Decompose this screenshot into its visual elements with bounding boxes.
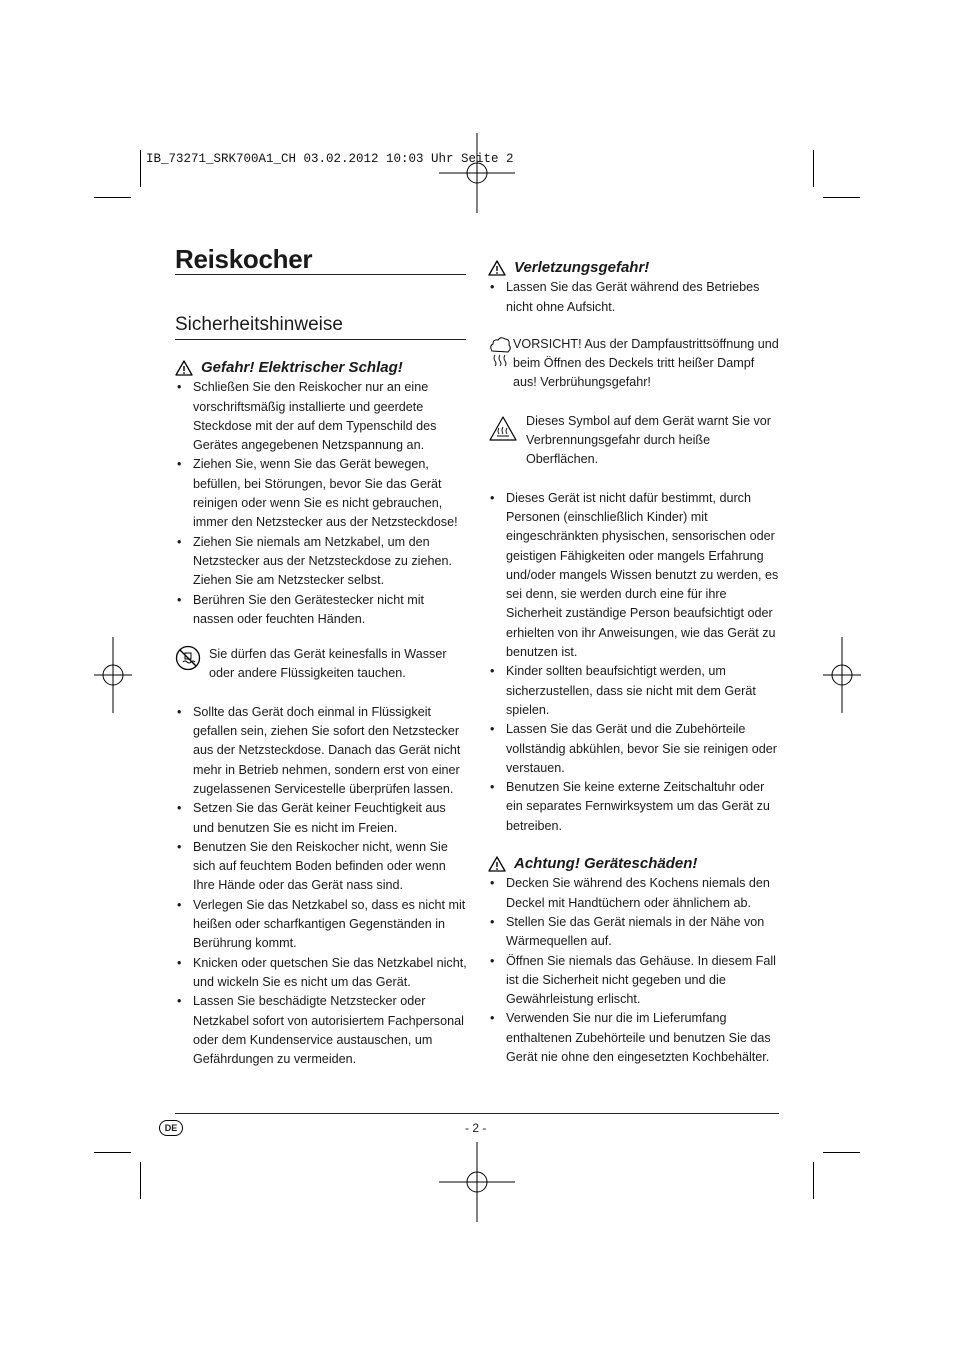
- bullet-list: [488, 489, 780, 836]
- warning-triangle-icon: [488, 856, 506, 872]
- right-column: [488, 258, 780, 1067]
- bullet-list: [175, 703, 467, 1070]
- title-rule: [175, 274, 466, 275]
- list-item: • Verwenden Sie nur die im Lieferumfang enthaltenen Zubehörteile und benutzen Sie das Gerät nie ohne den eingesetzten Kochbehälter.: [488, 1009, 780, 1067]
- list-item: • Lassen Sie das Gerät während des Betriebes nicht ohne Aufsicht.: [488, 278, 780, 317]
- list-item: • Verlegen Sie das Netzkabel so, dass es nicht mit heißen oder scharfkantigen Gegenständen in Berührung kommt.: [175, 896, 467, 954]
- list-item: • Knicken oder quetschen Sie das Netzkabel nicht, und wickeln Sie es nicht um das Gerät.: [175, 954, 467, 993]
- list-item: • Benutzen Sie keine externe Zeitschaltuhr oder ein separates Fernwirksystem um das Gerät zu betreiben.: [488, 778, 780, 836]
- crop-mark: [94, 1152, 131, 1153]
- language-badge: DE: [159, 1120, 183, 1136]
- bullet-list: [488, 278, 780, 317]
- bullet-list: [175, 378, 467, 629]
- heading-injury: Verletzungsgefahr!: [488, 258, 780, 277]
- crop-mark: [823, 197, 860, 198]
- list-item: • Stellen Sie das Gerät niemals in der Nähe von Wärmequellen auf.: [488, 913, 780, 952]
- crop-mark: [813, 150, 814, 187]
- print-slug: IB_73271_SRK700A1_CH 03.02.2012 10:03 Uhr Seite 2: [146, 152, 514, 166]
- heading-electric-shock: Gefahr! Elektrischer Schlag!: [175, 358, 467, 377]
- hot-surface-icon: [488, 414, 518, 444]
- section-rule: [175, 339, 466, 340]
- list-item: • Decken Sie während des Kochens niemals den Deckel mit Handtüchern oder ähnlichem ab.: [488, 874, 780, 913]
- heading-device-damage: Achtung! Geräteschäden!: [488, 854, 780, 873]
- list-item: • Öffnen Sie niemals das Gehäuse. In diesem Fall ist die Sicherheit nicht gegeben und die Gewährleistung erlischt.: [488, 952, 780, 1010]
- left-column: [175, 358, 467, 1069]
- page-number: - 2 -: [465, 1121, 487, 1135]
- no-immersion-icon: [175, 645, 201, 671]
- crop-mark: [813, 1162, 814, 1199]
- list-item: • Ziehen Sie niemals am Netzkabel, um den Netzstecker aus der Netzsteckdose zu ziehen. Ziehen Sie am Netzstecker selbst.: [175, 533, 467, 591]
- registration-mark-icon: [437, 133, 517, 213]
- section-title: Sicherheitshinweise: [175, 314, 343, 335]
- registration-mark-icon: [814, 637, 874, 713]
- bullet-list: [488, 874, 780, 1067]
- hot-surface-note: Dieses Symbol auf dem Gerät warnt Sie vor Verbrennungsgefahr durch heiße Oberflächen.: [488, 412, 780, 470]
- crop-mark: [140, 1162, 141, 1199]
- list-item: • Dieses Gerät ist nicht dafür bestimmt, durch Personen (einschließlich Kinder) mit eingeschränkten physischen, sensorischen oder geistigen Fähigkeiten oder mangels Erfahrung und/oder mangels Wissen benutzt zu werden, es sei denn, sie werden durch eine für ihre Sicherheit zuständige Person beaufsichtigt oder erhielten von ihr Anweisungen, wie das Gerät zu benutzen ist.: [488, 489, 780, 663]
- registration-mark-icon: [86, 637, 146, 713]
- list-item: • Ziehen Sie, wenn Sie das Gerät bewegen, befüllen, bei Störungen, bevor Sie das Gerät reinigen oder wenn Sie es nicht gebrauchen, immer den Netzstecker aus der Netzsteckdose!: [175, 455, 467, 532]
- footer-rule: [175, 1113, 779, 1114]
- steam-hazard-icon: [488, 335, 512, 367]
- list-item: • Sollte das Gerät doch einmal in Flüssigkeit gefallen sein, ziehen Sie sofort den Netzstecker aus der Netzsteckdose. Danach das Gerät nicht mehr in Betrieb nehmen, sondern erst von einer zugelassenen Servicestelle überprüfen lassen.: [175, 703, 467, 799]
- list-item: • Lassen Sie beschädigte Netzstecker oder Netzkabel sofort von autorisiertem Fachpersonal oder dem Kundenservice austauschen, um Gefährdungen zu vermeiden.: [175, 992, 467, 1069]
- list-item: • Berühren Sie den Gerätestecker nicht mit nassen oder feuchten Händen.: [175, 591, 467, 630]
- list-item: • Kinder sollten beaufsichtigt werden, um sicherzustellen, dass sie nicht mit dem Gerät spielen.: [488, 662, 780, 720]
- crop-mark: [823, 1152, 860, 1153]
- list-item: • Setzen Sie das Gerät keiner Feuchtigkeit aus und benutzen Sie es nicht im Freien.: [175, 799, 467, 838]
- registration-mark-icon: [437, 1142, 517, 1222]
- crop-mark: [140, 150, 141, 187]
- list-item: • Benutzen Sie den Reiskocher nicht, wenn Sie sich auf feuchtem Boden befinden oder wenn Ihre Hände oder das Gerät nass sind.: [175, 838, 467, 896]
- warning-triangle-icon: [488, 260, 506, 276]
- list-item: • Lassen Sie das Gerät und die Zubehörteile vollständig abkühlen, bevor Sie sie reinigen oder verstauen.: [488, 720, 780, 778]
- page-title: Reiskocher: [175, 244, 313, 274]
- list-item: • Schließen Sie den Reiskocher nur an eine vorschriftsmäßig installierte und geerdete Steckdose mit der auf dem Typenschild des Gerätes angegebenen Netzspannung an.: [175, 378, 467, 455]
- steam-note: VORSICHT! Aus der Dampfaustrittsöffnung und beim Öffnen des Deckels tritt heißer Dampf aus! Verbrühungsgefahr!: [488, 335, 780, 393]
- crop-mark: [94, 197, 131, 198]
- warning-triangle-icon: [175, 360, 193, 376]
- water-note: Sie dürfen das Gerät keinesfalls in Wasser oder andere Flüssigkeiten tauchen.: [175, 645, 467, 684]
